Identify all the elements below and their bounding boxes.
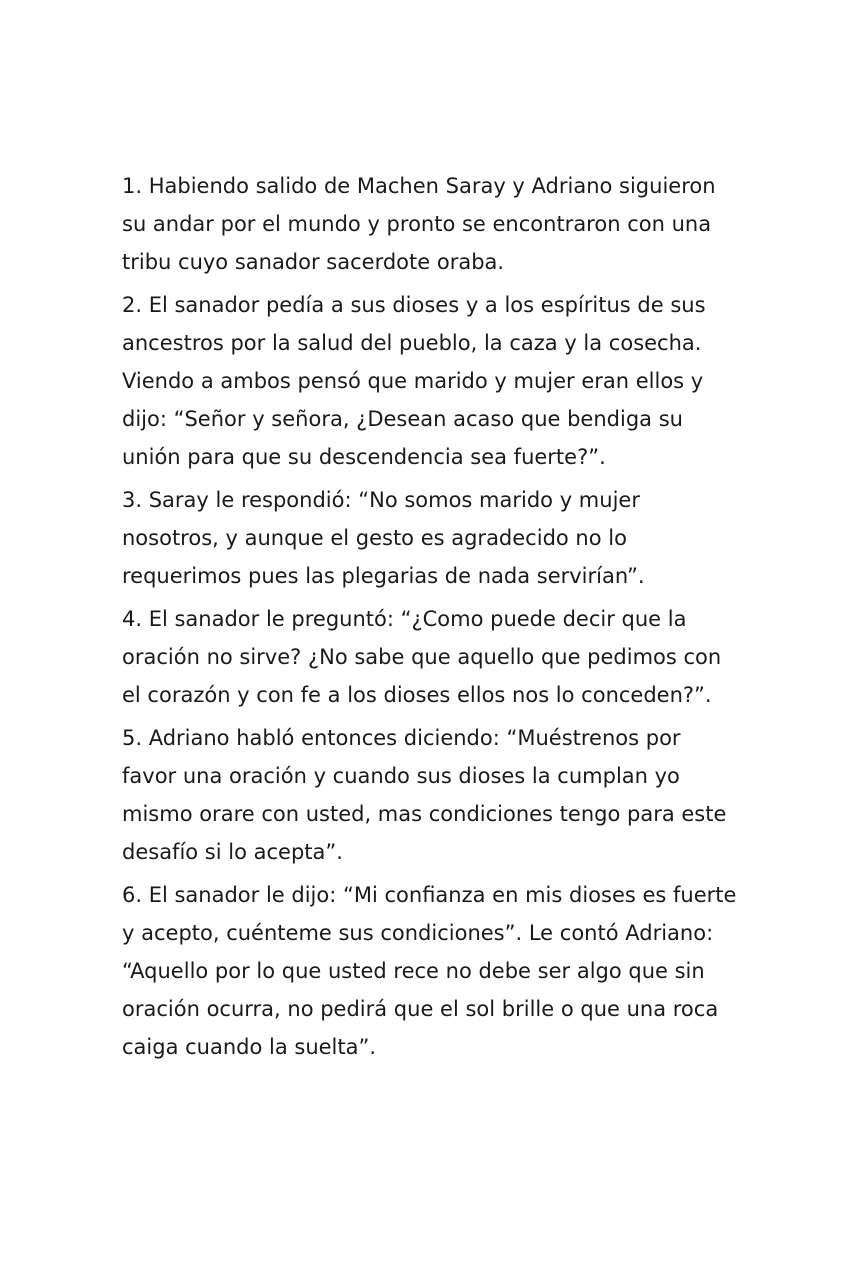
verse-2: 2. El sanador pedía a sus dioses y a los espíritus de sus ancestros por la salud del pueblo, la caza y la cosecha. Viendo a ambos pensó que marido y mujer eran ellos y dijo: “Señor y señora, ¿Desean acaso que bendiga su unión para que su descendencia sea fuerte?”.	[122, 293, 706, 469]
verse-5: 5. Adriano habló entonces diciendo: “Muéstrenos por favor una oración y cuando sus dioses la cumplan yo mismo orare con usted, mas condiciones tengo para este desafío si lo acepta”.	[122, 726, 727, 864]
verse-1: 1. Habiendo salido de Machen Saray y Adriano siguieron su andar por el mundo y pronto se encontraron con una tribu cuyo sanador sacerdote oraba.	[122, 174, 716, 274]
verse-list	[122, 167, 737, 1071]
verse-3: 3. Saray le respondió: “No somos marido y mujer nosotros, y aunque el gesto es agradecido no lo requerimos pues las plegarias de nada servirían”.	[122, 488, 645, 588]
verse-6: 6. El sanador le dijo: “Mi confianza en mis dioses es fuerte y acepto, cuénteme sus condiciones”. Le contó Adriano: “Aquello por lo que usted rece no debe ser algo que sin oración ocurra, no pedirá que el sol brille o que una roca caiga cuando la suelta”.	[122, 883, 737, 1059]
verse-4: 4. El sanador le preguntó: “¿Como puede decir que la oración no sirve? ¿No sabe que aquello que pedimos con el corazón y con fe a los dioses ellos nos lo conceden?”.	[122, 607, 722, 707]
